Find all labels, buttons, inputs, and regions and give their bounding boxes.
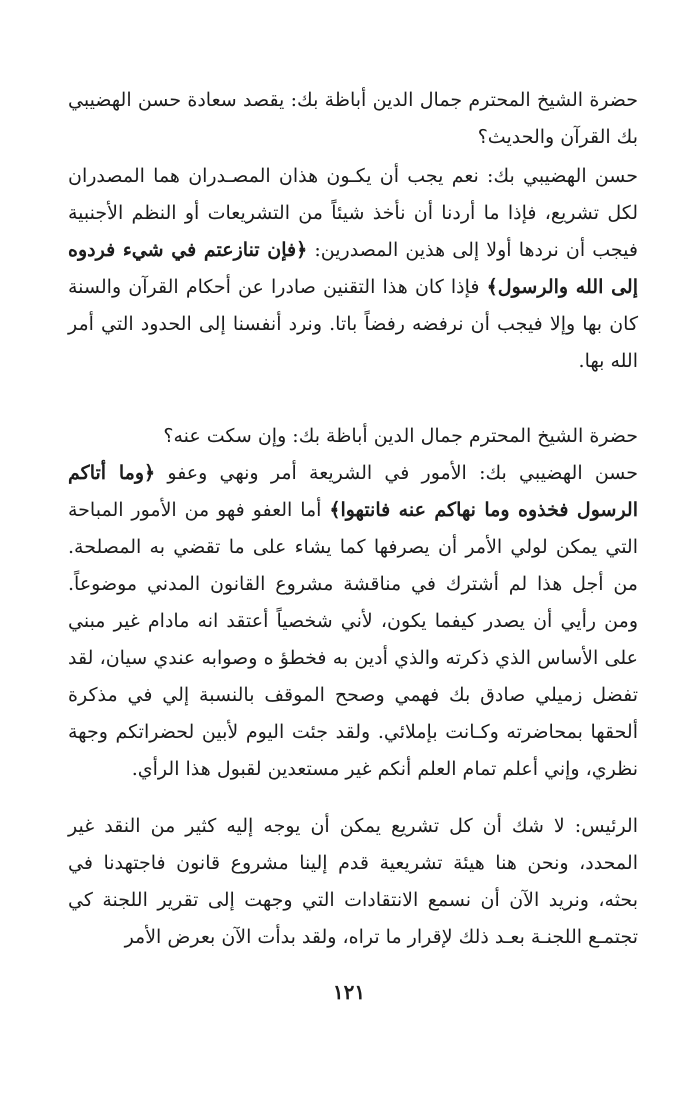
paragraph-text: حسن الهضيبي بك: الأمور في الشريعة أمر ونهي وعفو bbox=[155, 462, 638, 484]
paragraph-2 bbox=[68, 158, 638, 380]
paragraph-1 bbox=[68, 82, 638, 156]
paragraph-text: فإذا كان هذا التقنين صادرا عن أحكام القرآن والسنة كان بها وإلا فيجب أن نرفضه رفضاً باتا. ونرد أنفسنا إلى الحدود التي أمر الله بها. bbox=[68, 276, 638, 372]
page-number: ١٢١ bbox=[332, 980, 366, 1004]
paragraph-text: حسن الهضيبي بك: نعم يجب أن يكـون هذان المصـدران هما المصدران لكل تشريع، فإذا ما أردنا أن نأخذ شيئاً من التشريعات أو النظم الأجنبية فيجب أن نردها أولا إلى هذين المصدرين: bbox=[68, 165, 638, 261]
paragraph-text: حضرة الشيخ المحترم جمال الدين أباظة بك: يقصد سعادة حسن الهضيبي بك القرآن والحديث؟ bbox=[68, 89, 638, 148]
paragraph-text: أما العفو فهو من الأمور المباحة التي يمكن لولي الأمر أن يصرفها كما يشاء على ما تقضي به المصلحة. من أجل هذا لم أشترك في مناقشة مشروع القانون المدني موضوعاً. ومن رأيي أن يصدر كيفما يكون، لأني شخصياً أعتقد انه مادام غير مبني على الأساس الذي ذكرته والذي أدين به فخطؤ ه وصوابه عندي سيان، لقد تفضل زميلي صادق بك فهمي وصحح الموقف بالنسبة إلي في مذكرة ألحقها بمحاضرته وكـانت بإملائي. ولقد جئت اليوم لأبين لحضراتكم وجهة نظري، وإني أعلم تمام العلم أنكم غير مستعدين لقبول هذا الرأي. bbox=[68, 499, 638, 780]
quran-quote: ﴿فإن تنازعتم في شيء فردوه إلى الله والرسول﴾ bbox=[68, 239, 638, 298]
paragraph-text: حضرة الشيخ المحترم جمال الدين أباظة بك: وإن سكت عنه؟ bbox=[163, 425, 638, 447]
paragraph-text: الرئيس: لا شك أن كل تشريع يمكن أن يوجه إليه كثير من النقد غير المحدد، ونحن هنا هيئة تشريعية قدم إلينا مشروع قانون فاجتهدنا في بحثه، ونريد الآن أن نسمع الانتقادات التي وجهت إلى تقرير اللجنة كي تجتمـع اللجنـة بعـد ذلك لإقرار ما تراه، ولقد بدأت الآن بعرض الأمر bbox=[68, 815, 638, 948]
paragraph-4 bbox=[68, 808, 638, 956]
quran-quote: ﴿وما أتاكم الرسول فخذوه وما نهاكم عنه فانتهوا﴾ bbox=[68, 462, 638, 521]
paragraph-3 bbox=[68, 418, 638, 788]
